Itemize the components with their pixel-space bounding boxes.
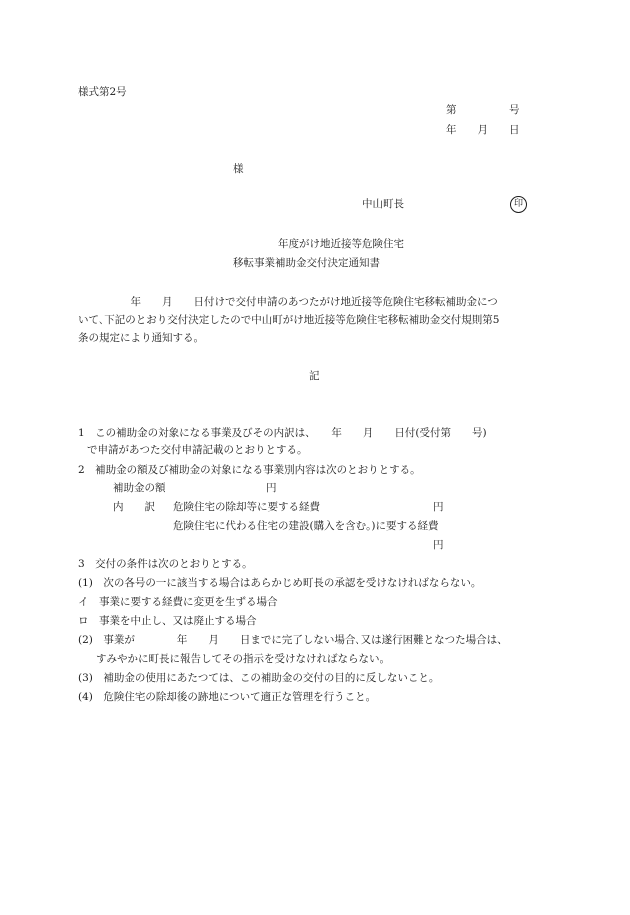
intro-line-2: いて､下記のとおり交付決定したので中山町がけ地近接等危険住宅移転補助金交付規則第5 <box>78 314 500 326</box>
amount-unit: 円 <box>266 482 277 494</box>
condition-1-i: イ 事業に要する経費に変更を生ずる場合 <box>78 596 278 608</box>
form-number: 様式第2号 <box>78 86 127 98</box>
recipient-honorific: 様 <box>233 163 244 175</box>
intro-line-3: 条の規定により通知する。 <box>78 332 204 344</box>
condition-3: (3) 補助金の使用にあたつては、この補助金の交付の目的に反しないこと。 <box>78 672 440 684</box>
condition-4: (4) 危険住宅の除却後の跡地について適正な管理を行うこと。 <box>78 691 377 703</box>
breakdown-item-1: 危険住宅の除却等に要する経費 <box>173 501 320 513</box>
condition-1-ro: ロ 事業を中止し、又は廃止する場合 <box>78 615 257 627</box>
title-line-2: 移転事業補助金交付決定通知書 <box>233 257 380 269</box>
breakdown-item-2-unit: 円 <box>433 539 444 551</box>
breakdown-label: 内 訳 <box>113 501 155 513</box>
item-1-line-1: 1 この補助金の対象になる事業及びその内訳は、 年 月 日付(受付第 号) <box>78 427 487 439</box>
amount-label: 補助金の額 <box>113 482 166 494</box>
item-2-line-1: 2 補助金の額及び補助金の対象になる事業別内容は次のとおりとする。 <box>78 464 421 476</box>
ki-heading: 記 <box>309 370 320 382</box>
title-line-1: 年度がけ地近接等危険住宅 <box>278 238 404 250</box>
document-date: 年 月 日 <box>446 124 520 136</box>
intro-line-1: 年 月 日付けで交付申請のあつたがけ地近接等危険住宅移転補助金につ <box>78 296 498 308</box>
issuer-name: 中山町長 <box>362 198 404 210</box>
breakdown-item-2: 危険住宅に代わる住宅の建設(購入を含む。)に要する経費 <box>173 520 439 532</box>
condition-2-line-1: (2) 事業が 年 月 日までに完了しない場合､又は遂行困難となつた場合は、 <box>78 634 508 646</box>
item-3-line-1: 3 交付の条件は次のとおりとする。 <box>78 558 253 570</box>
breakdown-item-1-unit: 円 <box>433 501 444 513</box>
document-number: 第 号 <box>446 104 520 116</box>
official-seal-icon: 印 <box>510 196 527 213</box>
condition-1: (1) 次の各号の一に該当する場合はあらかじめ町長の承認を受けなければならない。 <box>78 577 482 589</box>
condition-2-line-2: すみやかに町長に報告してその指示を受けなければならない。 <box>96 653 390 665</box>
item-1-line-2: で申請があつた交付申請記載のとおりとする。 <box>87 444 308 456</box>
